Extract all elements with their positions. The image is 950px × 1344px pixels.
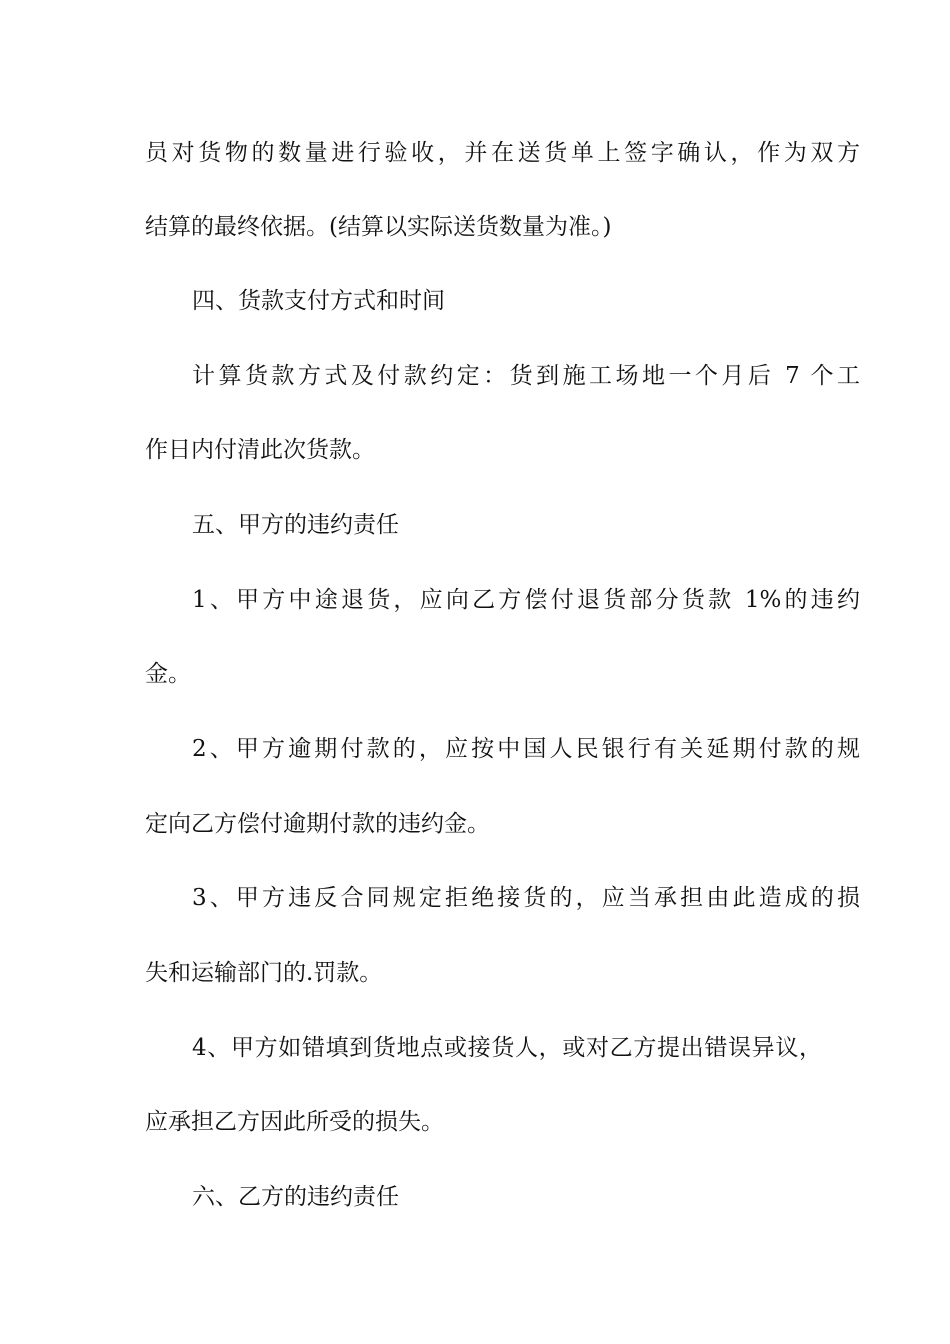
paragraph-line: 应承担乙方因此所受的损失。 (145, 1109, 444, 1135)
paragraph-line: 结算的最终依据。(结算以实际送货数量为准。) (145, 214, 612, 240)
section-heading: 六、乙方的违约责任 (192, 1184, 399, 1210)
paragraph-line: 1、甲方中途退货，应向乙方偿付退货部分货款 1%的违约 (192, 587, 860, 613)
paragraph-line: 计算货款方式及付款约定：货到施工场地一个月后 7 个工 (192, 363, 860, 389)
paragraph-line: 定向乙方偿付逾期付款的违约金。 (145, 811, 490, 837)
section-heading: 五、甲方的违约责任 (192, 512, 399, 538)
section-heading: 四、货款支付方式和时间 (192, 288, 445, 314)
paragraph-line: 2、甲方逾期付款的，应按中国人民银行有关延期付款的规 (192, 736, 860, 762)
paragraph-line: 3、甲方违反合同规定拒绝接货的，应当承担由此造成的损 (192, 885, 860, 911)
paragraph-line: 失和运输部门的.罚款。 (145, 960, 383, 986)
paragraph-line: 作日内付清此次货款。 (145, 437, 375, 463)
paragraph-line: 4、甲方如错填到货地点或接货人，或对乙方提出错误异议， (192, 1035, 822, 1061)
paragraph-line: 员对货物的数量进行验收，并在送货单上签字确认，作为双方 (145, 140, 860, 166)
paragraph-line: 金。 (145, 661, 191, 687)
